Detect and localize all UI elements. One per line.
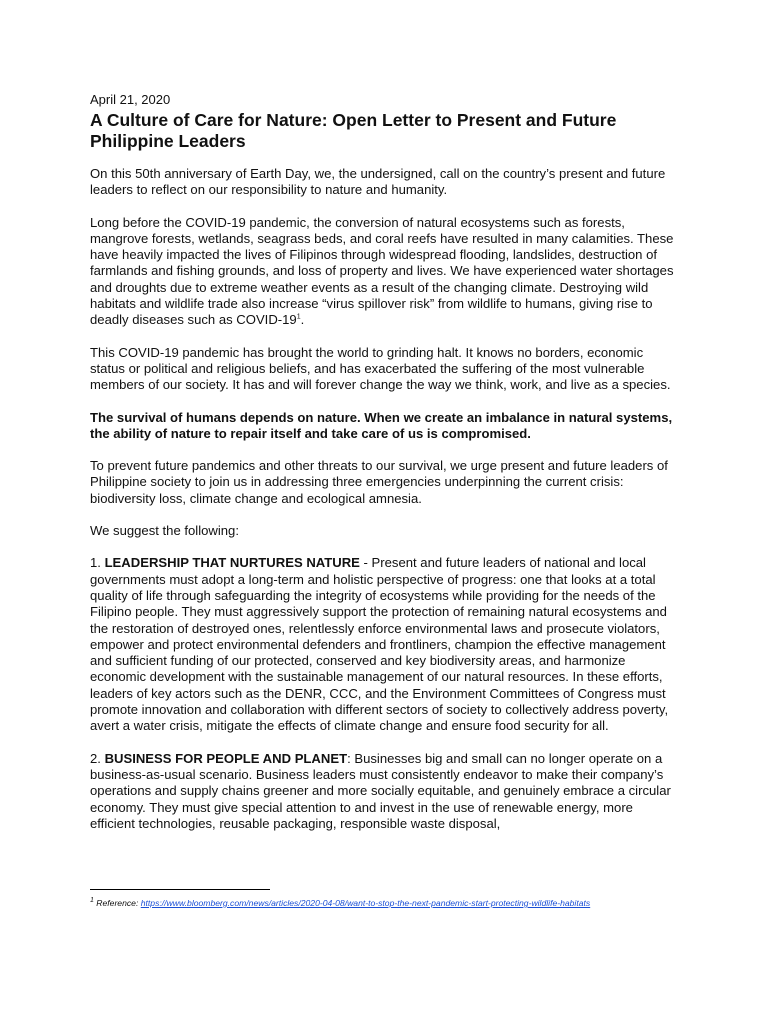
footnote-link[interactable]: https://www.bloomberg.com/news/articles/2020-04-08/want-to-stop-the-next-pandemic-start-protecting-wildlife-habitats bbox=[140, 898, 591, 908]
item-heading: LEADERSHIP THAT NURTURES NATURE bbox=[104, 555, 360, 571]
footnote-divider bbox=[90, 889, 270, 890]
paragraph-suggest: We suggest the following: bbox=[90, 523, 239, 539]
letter-date: April 21, 2020 bbox=[90, 92, 171, 107]
item-body: - Present and future leaders of national and local governments must adopt a long-term and holistic perspective of progress: one that looks at a total quality of life through safeguarding the integrity of ecosystems while providing for the needs of the Filipino people. They must aggressively support the protection of remaining natural ecosystems and the restoration of destroyed ones, relentlessly enforce environmental laws and prosecute violators, empower and protect environmental defenders and frontliners, champion the effective management and sufficient funding of our protected, conserved and key biodiversity areas, and harmonize economic development with the sustainable management of our natural resources. In these efforts, leaders of key actors such as the DENR, CCC, and the Environment Committees of Congress must promote innovation and collaboration with different sectors of society to collectively address poverty, avert a water crisis, mitigate the effects of climate change and ensure food security for all. bbox=[90, 555, 669, 734]
letter-body bbox=[90, 92, 680, 848]
paragraph-pandemic: This COVID-19 pandemic has brought the world to grinding halt. It knows no borders, economic status or political and religious beliefs, and has exacerbated the suffering of the most vulnerable members of our society. It has and will forever change the way we think, work, and live as a species. bbox=[90, 344, 671, 393]
intro-paragraph: On this 50th anniversary of Earth Day, we, the undersigned, call on the country’s present and future leaders to reflect on our responsibility to nature and humanity. bbox=[90, 166, 666, 198]
list-item bbox=[90, 751, 680, 832]
paragraph-urge: To prevent future pandemics and other threats to our survival, we urge present and future leaders of Philippine society to join us in addressing three emergencies underpinning the current crisis: biodiversity loss, climate change and ecological amnesia. bbox=[90, 458, 668, 506]
key-statement: The survival of humans depends on nature. When we create an imbalance in natural systems, the ability of nature to repair itself and take care of us is compromised. bbox=[90, 409, 673, 441]
sentence-period: . bbox=[300, 312, 305, 328]
footnote-label: Reference: bbox=[96, 898, 141, 908]
letter-title: A Culture of Care for Nature: Open Letter to Present and Future Philippine Leaders bbox=[90, 110, 617, 151]
footnote-reference[interactable]: 1 bbox=[296, 314, 301, 322]
item-heading: BUSINESS FOR PEOPLE AND PLANET bbox=[104, 750, 348, 766]
paragraph-calamities-text: Long before the COVID-19 pandemic, the conversion of natural ecosystems such as forests, mangrove forests, wetlands, seagrass beds, and coral reefs have resulted in many calamities. These have heavily impacted the lives of Filipinos through widespread flooding, landslides, destruction of farmlands and fishing grounds, and loss of property and lives. We have experienced water shortages and droughts due to extreme weather events as a result of the changing climate. Destroying wild habitats and wildlife trade also increase “virus spillover risk” from wildlife to humans, giving rise to deadly diseases such as COVID-19 bbox=[90, 214, 674, 328]
list-item bbox=[90, 555, 680, 734]
paragraph-calamities bbox=[90, 215, 680, 329]
item-number: 2. bbox=[90, 750, 101, 766]
item-number: 1. bbox=[90, 555, 101, 571]
footnote bbox=[90, 898, 590, 908]
footnote-marker: 1 bbox=[90, 897, 94, 905]
item-body: : Businesses big and small can no longer operate on a business-as-usual scenario. Business leaders must consistently endeavor to make their company’s operations and supply chains greener and more socially equitable, and genuinely embrace a circular economy. They must give special attention to and invest in the use of renewable energy, more efficient technologies, reusable packaging, responsible waste disposal, bbox=[90, 750, 671, 831]
